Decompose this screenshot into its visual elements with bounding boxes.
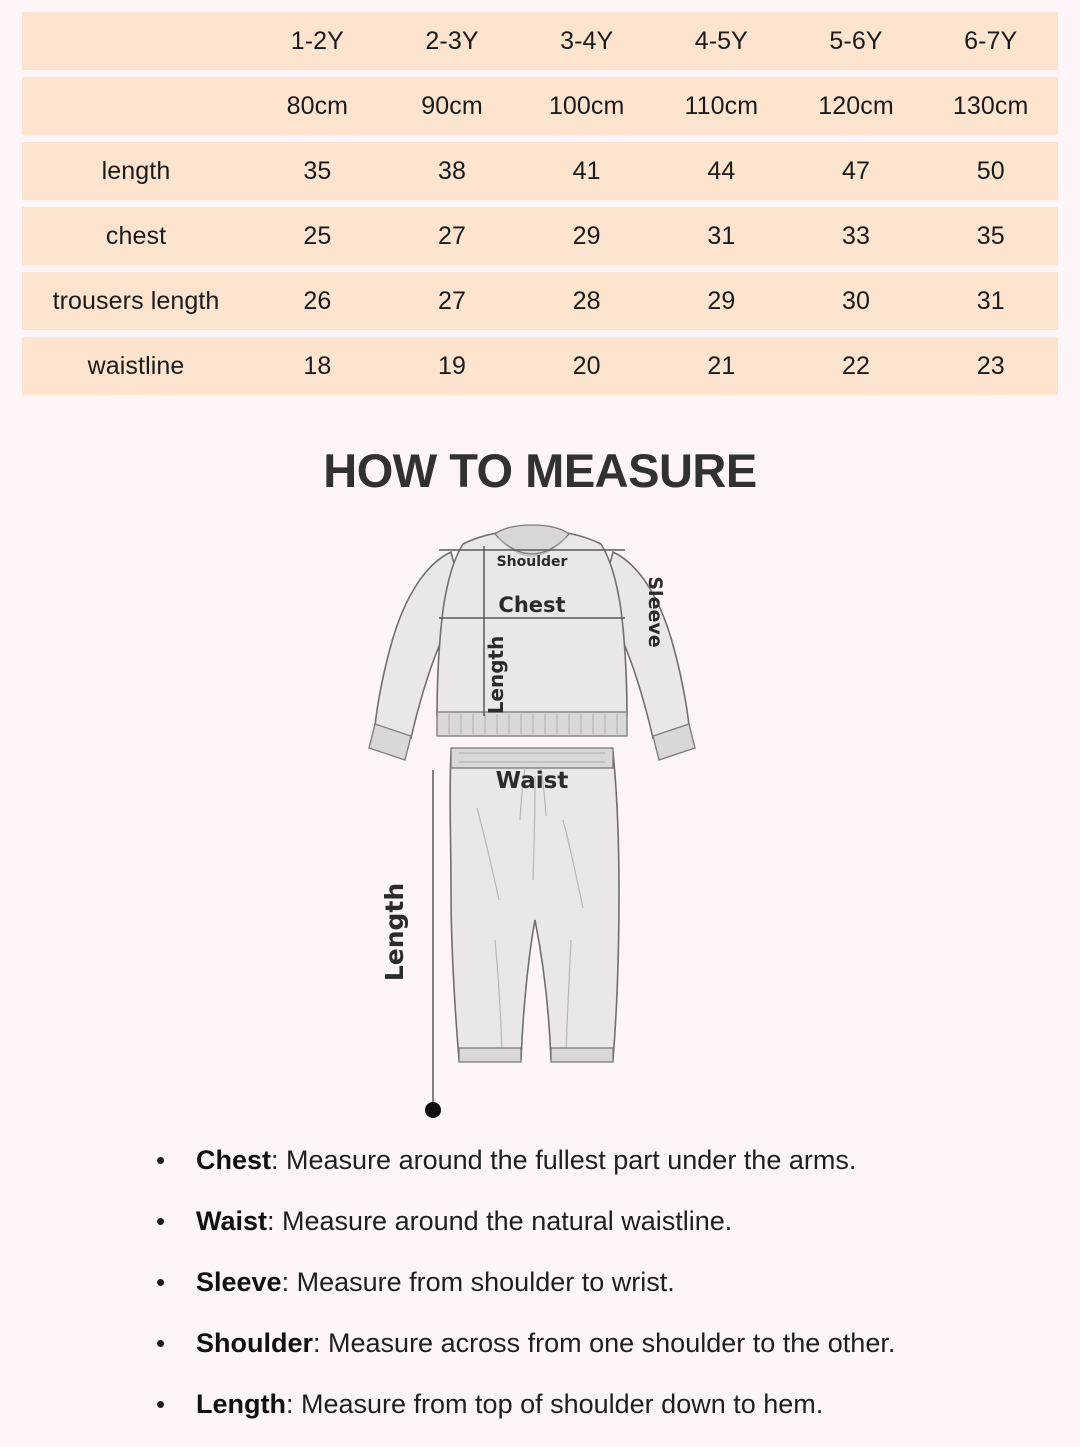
sweatshirt-illustration [369,525,695,760]
cell-waistline-4: 22 [842,351,871,380]
table-row [22,207,1058,265]
row-label-waistline: waistline [87,351,185,380]
note-term: Sleeve [196,1267,282,1297]
cell-chest-5: 35 [976,221,1005,250]
column-header-age-3: 4-5Y [694,26,748,55]
measurement-notes-list [150,1145,1050,1447]
row-label-length: length [101,156,171,185]
table-row [22,272,1058,330]
column-header-age-0: 1-2Y [290,26,344,55]
note-separator: : [285,1389,301,1419]
cell-waistline-0: 18 [303,351,332,380]
note-waist [196,1206,732,1237]
column-header-height-2: 100cm [548,91,625,120]
cell-length-0: 35 [303,156,332,185]
page-title: HOW TO MEASURE [323,444,757,497]
cell-waistline-5: 23 [976,351,1005,380]
bullet-icon: • [156,1267,166,1297]
cell-trousers-length-4: 30 [842,286,871,315]
cell-length-4: 47 [842,156,871,185]
list-item [150,1145,1050,1206]
cell-waistline-2: 20 [572,351,601,380]
cell-trousers-length-1: 27 [438,286,467,315]
column-header-age-1: 2-3Y [425,26,479,55]
column-header-age-4: 5-6Y [829,26,883,55]
cell-chest-0: 25 [303,221,332,250]
column-header-age-2: 3-4Y [560,26,614,55]
measurement-diagram [355,520,725,1132]
cell-waistline-1: 19 [438,351,467,380]
note-chest [196,1145,856,1176]
bullet-icon: • [156,1389,166,1419]
table-row [22,142,1058,200]
note-body: Measure across from one shoulder to the other. [328,1328,896,1358]
note-length [196,1389,823,1420]
cell-chest-3: 31 [707,221,736,250]
cell-chest-2: 29 [572,221,601,250]
column-header-height-4: 120cm [818,91,894,120]
trouser-length-measure-line [425,770,441,1118]
note-separator: : [313,1328,329,1358]
measure-endpoint-dot [425,1102,441,1118]
bullet-icon: • [156,1206,166,1236]
note-body: Measure from shoulder to wrist. [296,1267,675,1297]
cell-waistline-3: 21 [707,351,736,380]
note-term: Shoulder [196,1328,314,1358]
cell-length-1: 38 [438,156,467,185]
cell-trousers-length-0: 26 [303,286,332,315]
list-item [150,1328,1050,1389]
column-header-height-3: 110cm [684,91,759,120]
column-header-height-1: 90cm [421,91,483,120]
diagram-label-top-length: Length [484,635,508,715]
note-sleeve [196,1267,675,1298]
note-term: Chest [196,1145,272,1175]
cell-trousers-length-2: 28 [572,286,601,315]
note-body: Measure around the fullest part under the arms. [286,1145,857,1175]
column-header-height-5: 130cm [952,91,1029,120]
cell-trousers-length-5: 31 [976,286,1005,315]
list-item [150,1389,1050,1447]
diagram-label-sleeve: Sleeve [644,576,666,648]
diagram-label-shoulder: Shoulder [496,554,568,570]
diagram-label-waist: Waist [495,768,569,794]
note-shoulder [196,1328,895,1359]
bullet-icon: • [156,1328,166,1358]
trousers-illustration [380,748,619,1118]
note-separator: : [267,1206,283,1236]
note-separator: : [281,1267,297,1297]
diagram-label-chest: Chest [498,593,566,617]
column-header-height-0: 80cm [286,91,349,120]
note-separator: : [271,1145,287,1175]
cell-chest-1: 27 [438,221,467,250]
row-label-chest: chest [105,221,167,250]
row-label-trousers-length: trousers length [52,286,220,315]
note-term: Waist [196,1206,268,1236]
note-term: Length [196,1389,286,1419]
column-header-age-5: 6-7Y [964,26,1018,55]
list-item [150,1267,1050,1328]
cell-length-3: 44 [707,156,736,185]
cell-length-5: 50 [976,156,1005,185]
cell-length-2: 41 [572,156,601,185]
list-item [150,1206,1050,1267]
cell-chest-4: 33 [842,221,871,250]
diagram-label-trouser-length: Length [380,882,409,982]
bullet-icon: • [156,1145,166,1175]
note-body: Measure from top of shoulder down to hem. [301,1389,824,1419]
note-body: Measure around the natural waistline. [282,1206,733,1236]
size-chart-table [22,12,1058,402]
cell-trousers-length-3: 29 [707,286,736,315]
table-header-row-age [22,12,1058,70]
table-row [22,337,1058,395]
table-header-row-height [22,77,1058,135]
